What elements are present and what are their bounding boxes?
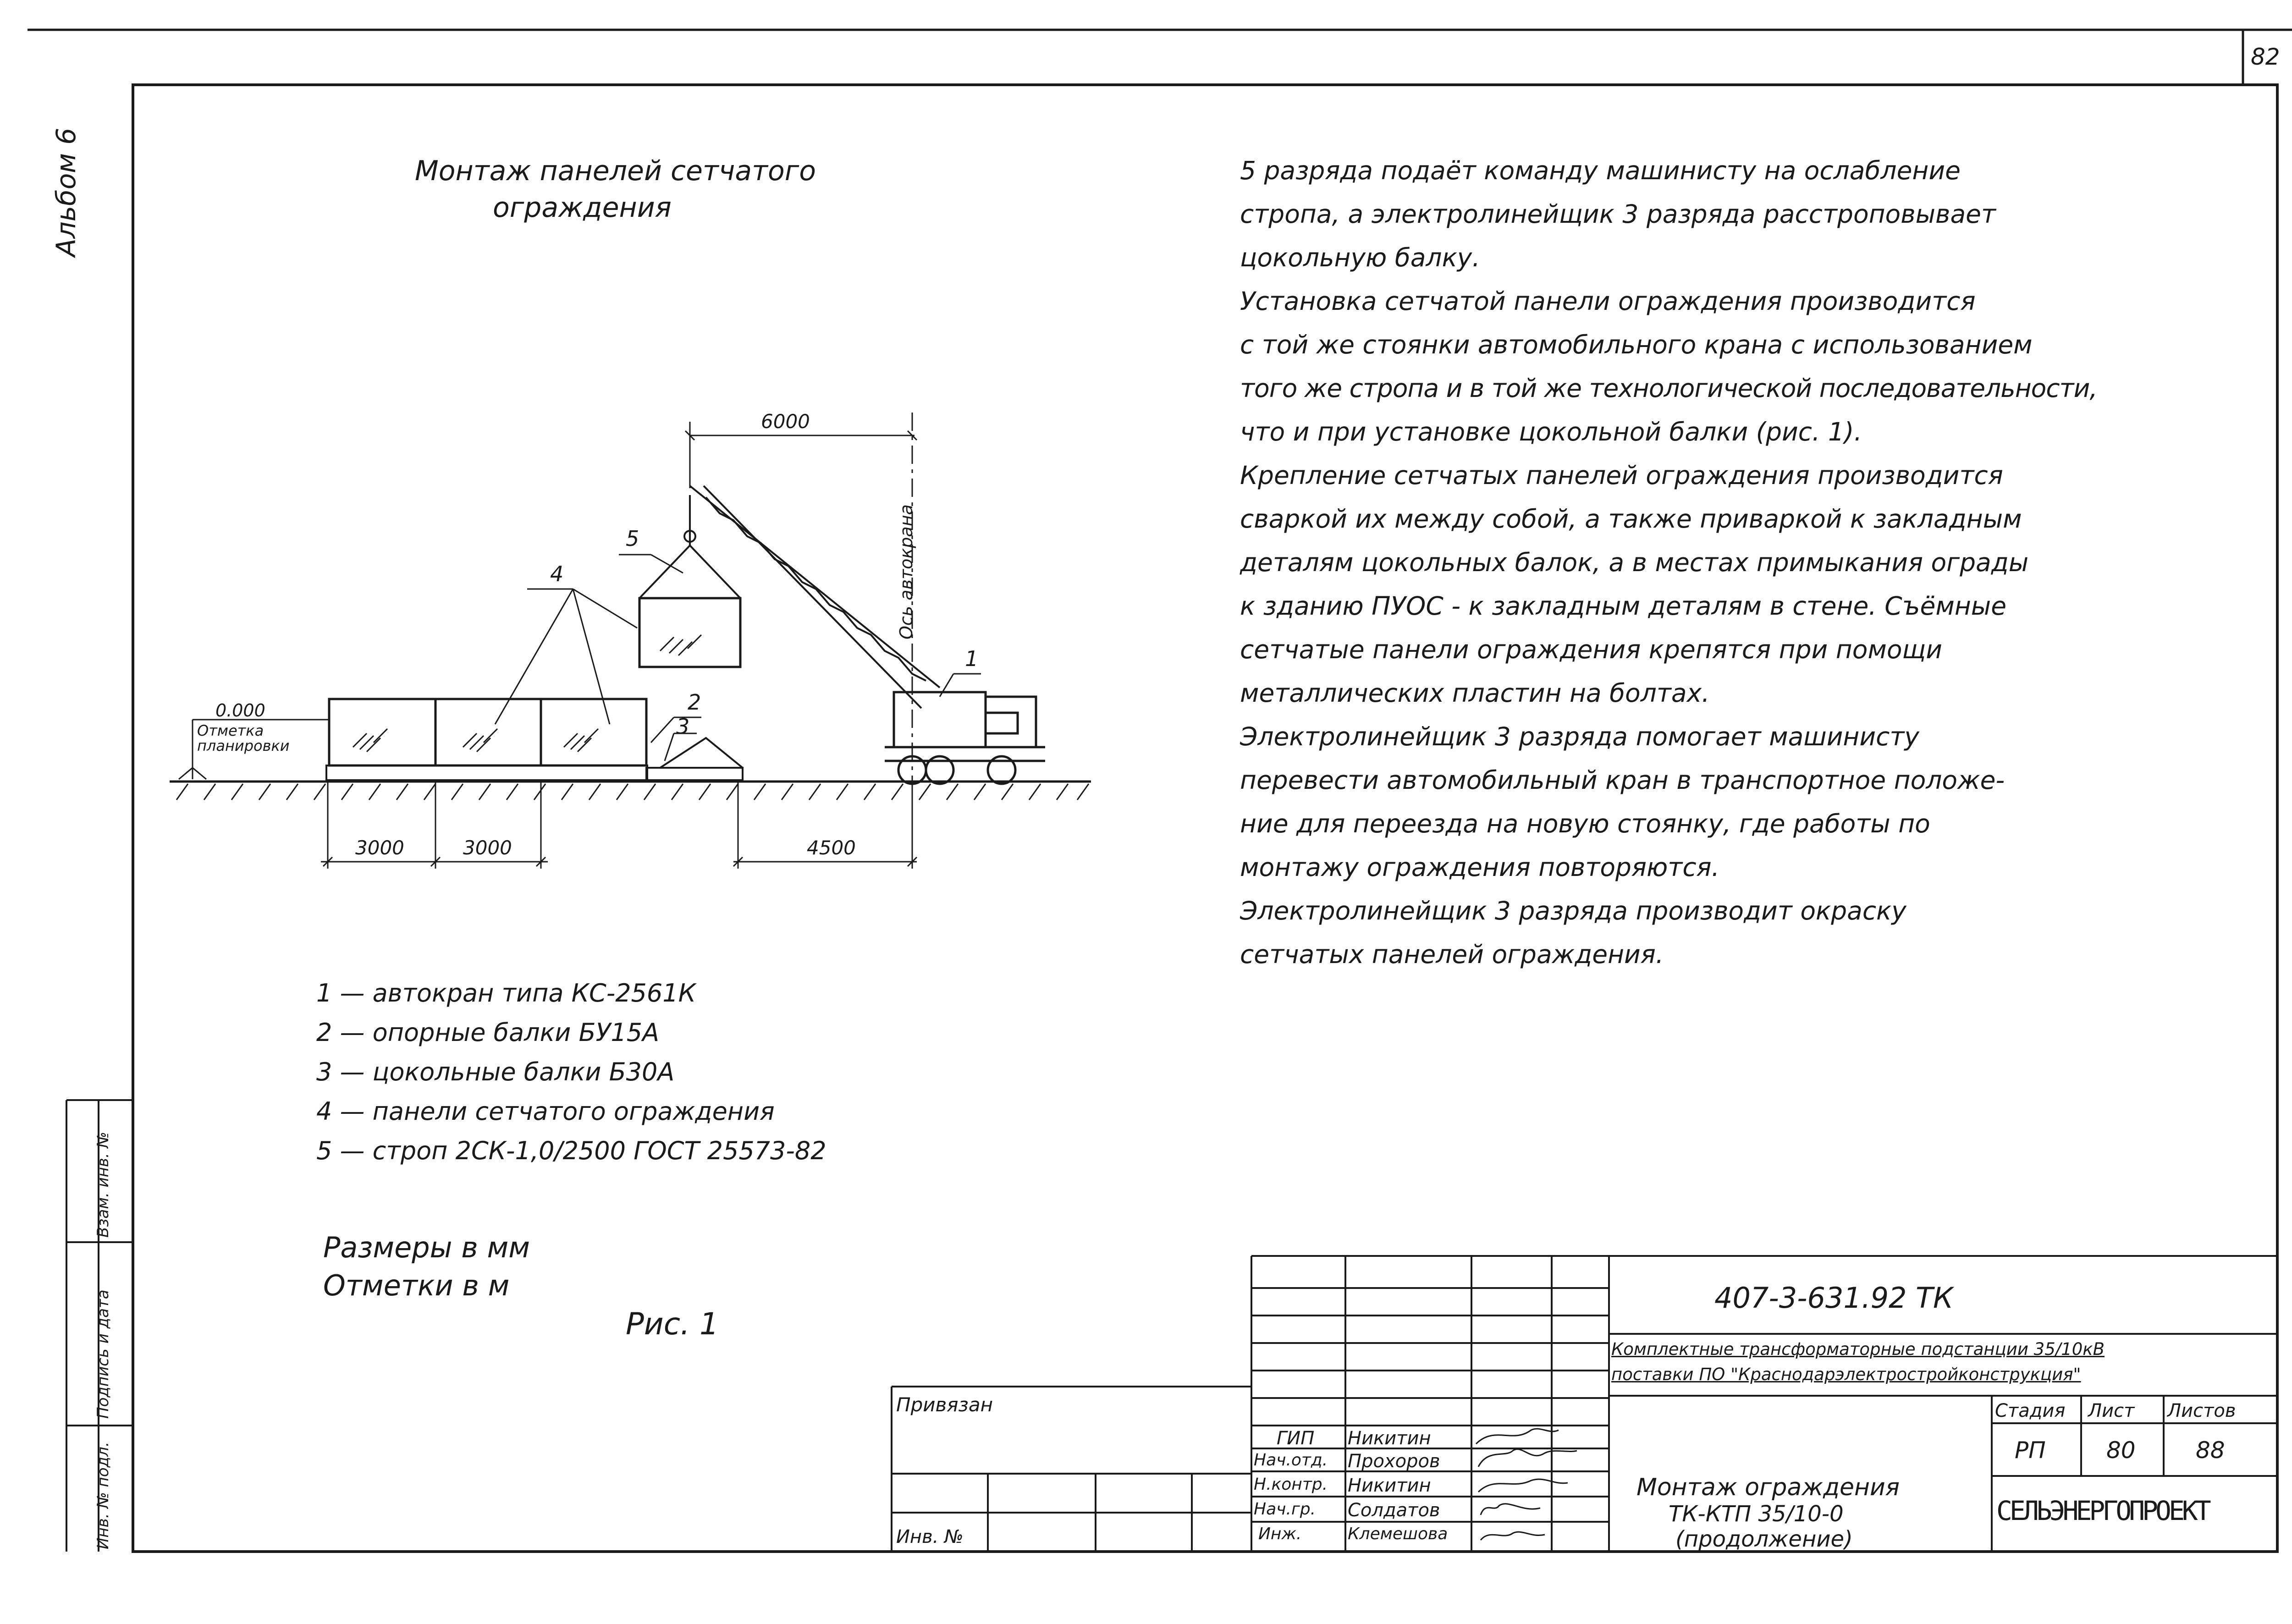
sheet-title-3: (продолжение) — [1675, 1526, 1853, 1552]
inv-number-label: Инв. № — [896, 1526, 964, 1547]
doc-code: 407-3-631.92 ТК — [1714, 1281, 1954, 1315]
legend-item: 4 — панели сетчатого ограждения — [316, 1097, 775, 1126]
album-label: Альбом 6 — [50, 127, 82, 257]
sheet-title: Монтаж ограждения — [1636, 1474, 1900, 1501]
dim-3000b-label: 3000 — [463, 837, 512, 859]
replace-inv-label: Взам. инв. № — [94, 1132, 112, 1238]
legend-item: 1 — автокран типа КС-2561К — [316, 979, 696, 1007]
sheet-value: 80 — [2106, 1437, 2136, 1464]
project-name: Комплектные трансформаторные подстанции 35/10кВ — [1611, 1339, 2105, 1359]
callout-4: 4 — [550, 562, 564, 586]
callout-3: 3 — [676, 714, 690, 739]
text-line: что и при установке цокольной балки (рис. 1). — [1240, 417, 1862, 446]
callout-2: 2 — [688, 690, 701, 715]
text-line: к зданию ПУОС - к закладным деталям в стене. Съёмные — [1240, 591, 2007, 621]
dim-4500-label: 4500 — [807, 837, 856, 859]
project-name-2: поставки ПО "Краснодарэлектростройконструкция" — [1611, 1365, 2081, 1384]
role-engineer: Инж. — [1258, 1525, 1302, 1543]
sheets-header: Листов — [2167, 1400, 2236, 1421]
level-label-2: планировки — [197, 737, 290, 754]
text-line: сетчатые панели ограждения крепятся при помощи — [1240, 635, 1943, 664]
tied-label: Привязан — [896, 1393, 993, 1416]
units-levels: Отметки в м — [323, 1269, 510, 1302]
name-head-group: Солдатов — [1348, 1500, 1440, 1521]
text-line: перевести автомобильный кран в транспортное положе- — [1240, 765, 2005, 795]
sheets-value: 88 — [2196, 1437, 2225, 1464]
role-head-group: Нач.гр. — [1254, 1500, 1316, 1519]
name-norm-control: Никитин — [1348, 1475, 1431, 1496]
dim-6000-label: 6000 — [761, 410, 810, 433]
text-line: сетчатых панелей ограждения. — [1240, 940, 1664, 969]
signature-date-label: Подпись и дата — [94, 1289, 112, 1419]
text-line: деталям цокольных балок, а в местах примыкания ограды — [1240, 548, 2029, 577]
text-line: Электролинейщик 3 разряда помогает машинисту — [1240, 722, 1919, 751]
name-engineer: Клемешова — [1348, 1525, 1448, 1543]
text-line: Крепление сетчатых панелей ограждения производится — [1240, 461, 2003, 490]
callout-1: 1 — [965, 646, 979, 671]
level-label: Отметка — [197, 722, 264, 739]
legend-item: 5 — строп 2СК-1,0/2500 ГОСТ 25573-82 — [316, 1136, 826, 1165]
stage-header: Стадия — [1995, 1400, 2066, 1421]
dim-3000a-label: 3000 — [355, 837, 404, 859]
text-line: сваркой их между собой, а также приваркой к закладным — [1240, 504, 2022, 534]
text-line: монтажу ограждения повторяются. — [1240, 853, 1720, 882]
sheet-header: Лист — [2088, 1400, 2135, 1421]
units-dimensions: Размеры в мм — [323, 1231, 530, 1264]
text-line: 5 разряда подаёт команду машинисту на ослабление — [1240, 156, 1961, 185]
figure-title-line2: ограждения — [493, 192, 672, 224]
organization-name: СЕЛЬЭНЕРГОПРОЕКТ — [1996, 1495, 2209, 1526]
text-line: металлических пластин на болтах. — [1240, 678, 1710, 708]
level-value: 0.000 — [215, 700, 265, 721]
sheet-number: 82 — [2251, 44, 2280, 70]
legend-item: 2 — опорные балки БУ15А — [316, 1018, 660, 1047]
role-head-dept: Нач.отд. — [1254, 1451, 1328, 1470]
inv-original-label: Инв. № подл. — [94, 1442, 112, 1549]
text-line: стропа, а электролинейщик 3 разряда расстроповывает — [1240, 199, 1996, 229]
text-line: с той же стоянки автомобильного крана с использованием — [1240, 330, 2033, 359]
name-gip: Никитин — [1348, 1428, 1431, 1449]
text-line: ние для переезда на новую стоянку, где работы по — [1240, 809, 1930, 838]
role-norm-control: Н.контр. — [1254, 1475, 1328, 1494]
figure-caption: Рис. 1 — [626, 1306, 719, 1342]
text-line: цокольную балку. — [1240, 243, 1480, 272]
figure-title: Монтаж панелей сетчатого — [415, 155, 816, 187]
stage-value: РП — [2015, 1437, 2046, 1464]
role-gip: ГИП — [1277, 1428, 1315, 1449]
text-line: Установка сетчатой панели ограждения производится — [1240, 286, 1976, 316]
name-head-dept: Прохоров — [1348, 1451, 1440, 1472]
callout-5: 5 — [626, 526, 639, 551]
sheet-title-2: ТК-КТП 35/10-0 — [1669, 1501, 1844, 1527]
text-line: того же стропа и в той же технологической последовательности, — [1240, 374, 2097, 403]
legend-item: 3 — цокольные балки Б30А — [316, 1057, 675, 1086]
crane-axis-label: Ось автокрана — [896, 504, 916, 639]
text-line: Электролинейщик 3 разряда производит окраску — [1240, 896, 1906, 925]
